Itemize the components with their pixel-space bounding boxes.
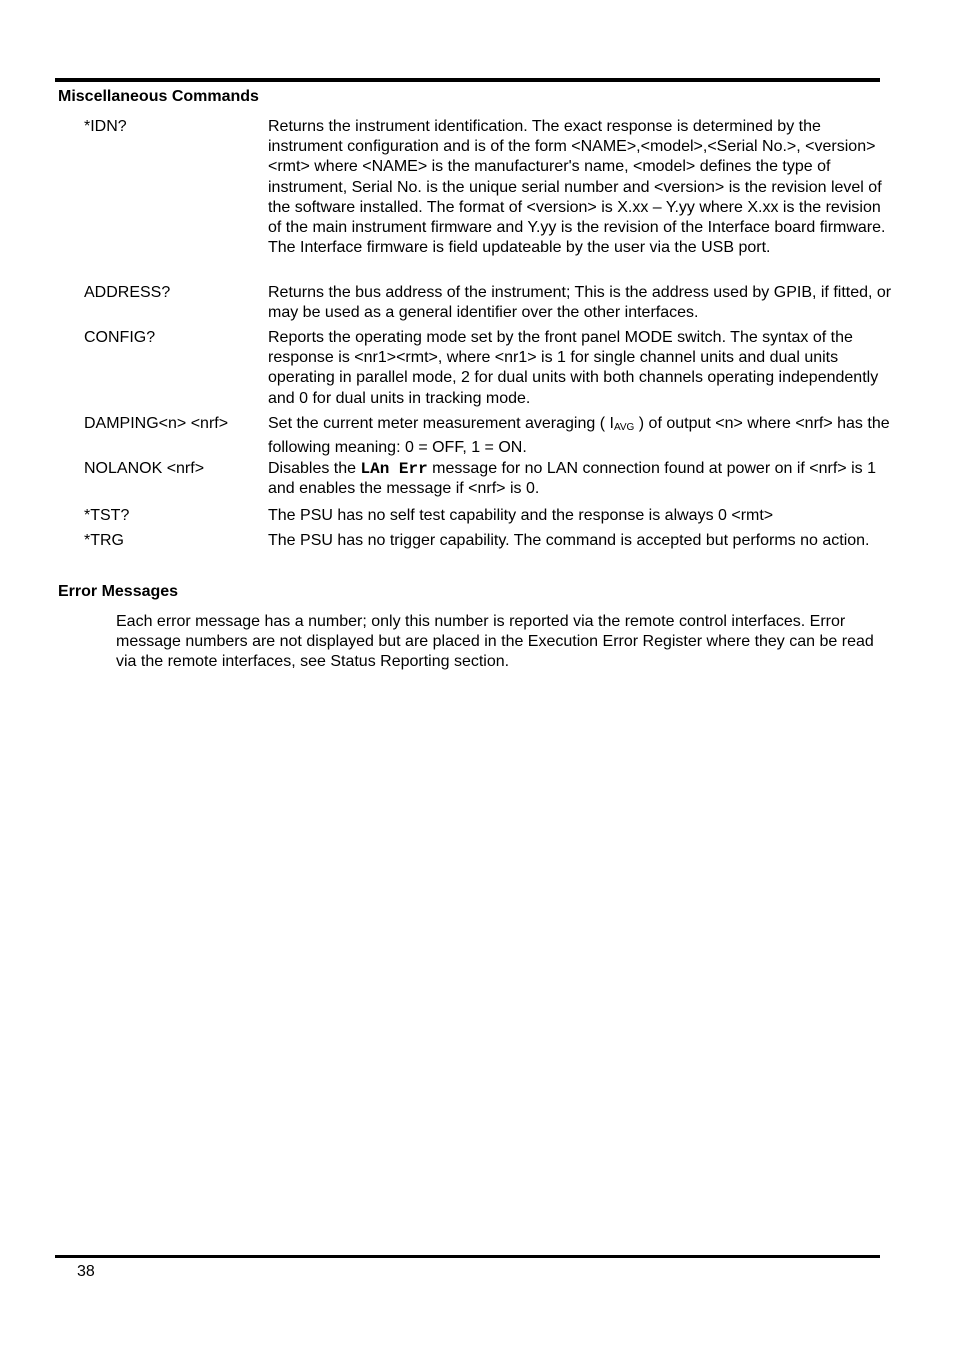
top-rule xyxy=(55,78,880,82)
subscript-avg: AVG xyxy=(613,422,635,433)
command-description xyxy=(268,414,894,458)
command-name: ADDRESS? xyxy=(84,284,171,301)
misc-commands-heading: Miscellaneous Commands xyxy=(58,88,259,105)
lan-err-display-text: LAn Err xyxy=(360,460,428,478)
command-name: *TST? xyxy=(84,507,130,524)
bottom-rule xyxy=(55,1255,880,1258)
error-messages-heading: Error Messages xyxy=(58,583,179,600)
description-text: Set the current meter measurement averaging ( I xyxy=(268,415,614,432)
command-name: *TRG xyxy=(84,532,124,549)
command-name: *IDN? xyxy=(84,118,127,135)
description-text: ) of output <n> where <nrf> has the following meaning: 0 = OFF, 1 = ON. xyxy=(268,415,890,457)
command-description xyxy=(268,459,894,499)
page-number: 38 xyxy=(77,1263,95,1280)
command-description: Returns the bus address of the instrument; This is the address used by GPIB, if fitted, or may be used as a general identifier over the other interfaces. xyxy=(268,284,892,322)
command-description: Reports the operating mode set by the front panel MODE switch. The syntax of the response is <nr1><rmt>, where <nr1> is 1 for single channel units and dual units operating in parallel mode, 2 for dual units with both channels operating independently and 0 for dual units in tracking mode. xyxy=(268,329,879,407)
command-description: The PSU has no self test capability and the response is always 0 <rmt> xyxy=(268,507,774,524)
error-messages-paragraph: Each error message has a number; only this number is reported via the remote control interfaces. Error message numbers are not displayed but are placed in the Execution Error Register where they can be read via the remote interfaces, see Status Reporting section. xyxy=(116,613,874,671)
command-description: The PSU has no trigger capability. The command is accepted but performs no action. xyxy=(268,532,870,549)
description-text: message for no LAN connection found at power on if <nrf> is 1 and enables the message if <nrf> is 0. xyxy=(268,460,876,498)
command-description: Returns the instrument identification. The exact response is determined by the instrument configuration and is of the form <NAME>,<model>,<Serial No.>, <version><rmt> where <NAME> is the manufacturer's name, <model> defines the type of instrument, Serial No. is the unique serial number and <version> is the revision level of the software installed. The format of <version> is X.xx – Y.yy where X.xx is the revision of the main instrument firmware and Y.yy is the revision of the Interface board firmware. The Interface firmware is field updateable by the user via the USB port. xyxy=(268,118,886,257)
command-name: CONFIG? xyxy=(84,329,156,346)
description-text: Disables the xyxy=(268,460,361,477)
command-name: DAMPING<n> <nrf> xyxy=(84,415,229,432)
command-name: NOLANOK <nrf> xyxy=(84,460,205,477)
